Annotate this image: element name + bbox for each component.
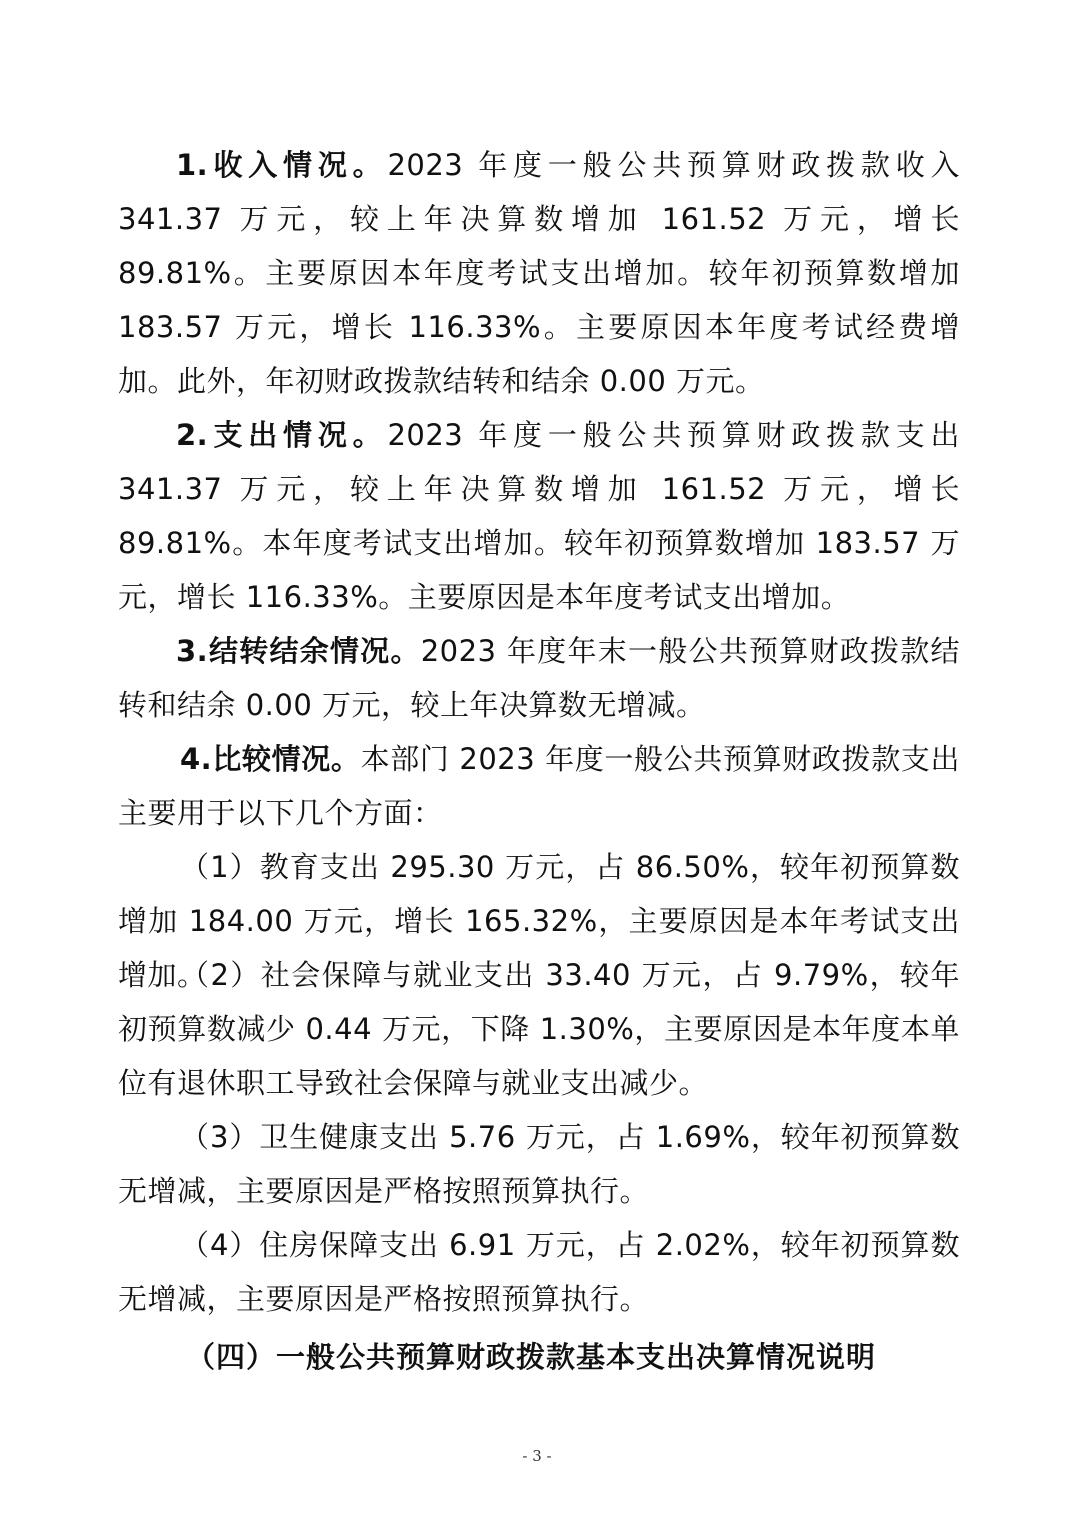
paragraph-lead: 1.收入情况。 <box>176 148 388 182</box>
paragraph-social-security <box>118 948 960 1110</box>
page-number: - 3 - <box>522 1447 552 1465</box>
paragraph-carryover <box>118 624 960 732</box>
paragraph-health <box>118 1110 960 1218</box>
paragraph-housing <box>118 1218 960 1326</box>
paragraph-text: （4）住房保障支出 6.91 万元，占 2.02%，较年初预算数无增减，主要原因是严格按照预算执行。 <box>118 1228 960 1316</box>
paragraph-comparison <box>118 732 960 840</box>
paragraph-lead: 2.支出情况。 <box>176 418 388 452</box>
section-heading: （四）一般公共预算财政拨款基本支出决算情况说明 <box>186 1340 877 1374</box>
paragraph-lead: 4.比较情况。 <box>180 742 361 776</box>
paragraph-text: 本部门 2023 年度一般公共预算财政拨款支出主要用于以下几个方面： <box>118 742 960 830</box>
paragraph-expenditure <box>118 408 960 624</box>
paragraph-text: （1）教育支出 295.30 万元，占 86.50%，较年初预算数增加 184.00 万元，增长 165.32%，主要原因是本年考试支出增加。 <box>118 850 960 992</box>
paragraph-text: 2023 年度一般公共预算财政拨款收入 341.37 万元，较上年决算数增加 161.52 万元，增长 89.81%。主要原因本年度考试支出增加。较年初预算数增加 183.57 万元，增长 116.33%。主要原因本年度考试经费增加。此外，年初财政拨款结转和结余 0.00 万元。 <box>118 148 960 398</box>
paragraph-text: 2023 年度年末一般公共预算财政拨款结转和结余 0.00 万元，较上年决算数无增减。 <box>118 634 960 722</box>
paragraph-text: 2023 年度一般公共预算财政拨款支出 341.37 万元，较上年决算数增加 161.52 万元，增长 89.81%。本年度考试支出增加。较年初预算数增加 183.57 万元，增长 116.33%。主要原因是本年度考试支出增加。 <box>118 418 960 614</box>
paragraph-text: （3）卫生健康支出 5.76 万元，占 1.69%，较年初预算数无增减，主要原因是严格按照预算执行。 <box>118 1120 960 1208</box>
paragraph-lead: 3.结转结余情况。 <box>176 634 421 668</box>
paragraph-income <box>118 138 960 408</box>
paragraph-text: （2）社会保障与就业支出 33.40 万元，占 9.79%，较年初预算数减少 0.44 万元，下降 1.30%，主要原因是本年度本单位有退休职工导致社会保障与就业支出减少。 <box>118 958 960 1100</box>
